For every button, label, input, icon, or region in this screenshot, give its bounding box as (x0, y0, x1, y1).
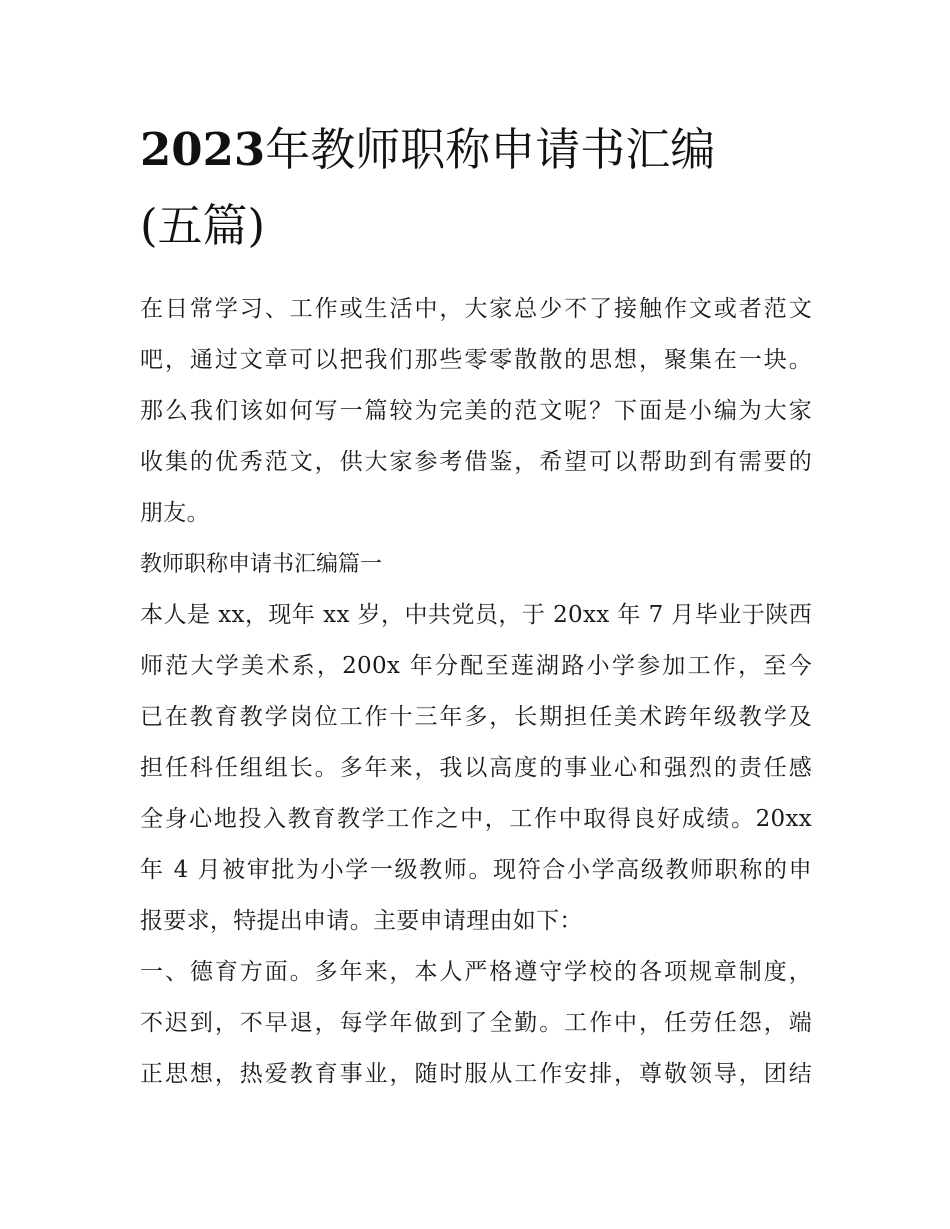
paragraph-line: 全身心地投入教育教学工作之中，工作中取得良好成绩。20xx (140, 806, 812, 832)
paragraph-line: 已在教育教学岗位工作十三年多，长期担任美术跨年级教学及 (140, 704, 812, 730)
paragraph-line: 本人是 xx，现年 xx 岁，中共党员，于 20xx 年 7 月毕业于陕西 (140, 602, 812, 628)
title-year: 2023 (140, 123, 266, 176)
title-text: 年教师职称申请书汇编 (265, 123, 716, 176)
section-heading: 教师职称申请书汇编篇一 (140, 552, 383, 577)
document-body (140, 284, 812, 1100)
paragraph-line: 一、德育方面。多年来，本人严格遵守学校的各项规章制度， (140, 959, 812, 985)
paragraph-line: 担任科任组组长。多年来，我以高度的事业心和强烈的责任感 (140, 755, 812, 781)
intro-line: 在日常学习、工作或生活中，大家总少不了接触作文或者范文 (140, 296, 812, 322)
document-title (140, 112, 812, 264)
paragraph-line: 不迟到，不早退，每学年做到了全勤。工作中，任劳任怨，端 (140, 1010, 812, 1036)
paragraph-line: 报要求，特提出申请。主要申请理由如下： (140, 908, 583, 934)
body-paragraph-2 (140, 947, 812, 1100)
intro-line: 吧，通过文章可以把我们那些零零散散的思想，聚集在一块。 (140, 347, 812, 373)
title-subtitle: (五篇) (140, 199, 266, 252)
intro-paragraph (140, 284, 812, 539)
paragraph-line: 正思想，热爱教育事业，随时服从工作安排，尊敬领导，团结 (140, 1061, 812, 1087)
document-content (140, 112, 812, 1100)
intro-line: 收集的优秀范文，供大家参考借鉴，希望可以帮助到有需要的 (140, 449, 812, 475)
paragraph-line: 年 4 月被审批为小学一级教师。现符合小学高级教师职称的申 (140, 857, 812, 883)
paragraph-line: 师范大学美术系，200x 年分配至莲湖路小学参加工作，至今 (140, 653, 812, 679)
intro-line: 那么我们该如何写一篇较为完美的范文呢？下面是小编为大家 (140, 398, 812, 424)
intro-line: 朋友。 (140, 500, 210, 526)
body-paragraph-1 (140, 590, 812, 947)
